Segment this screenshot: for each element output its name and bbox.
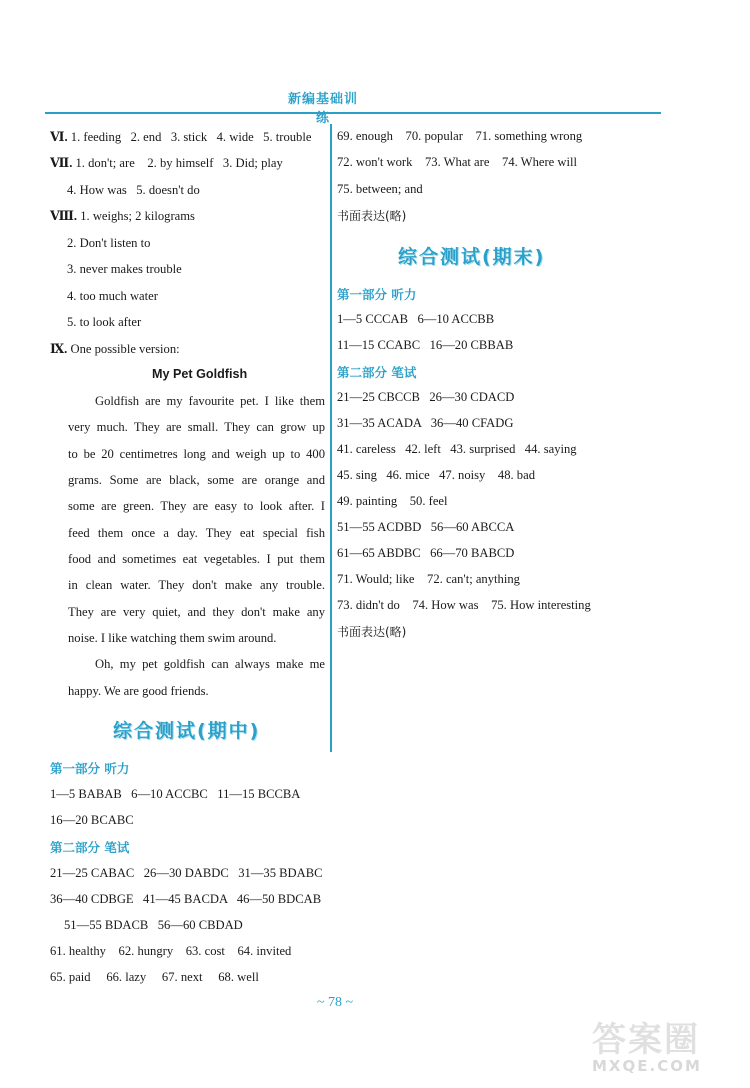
essay-line: food and sometimes eat vegetables. I put them [68,552,325,566]
answer-line: Ⅸ. One possible version: [50,342,180,356]
answer-line: 4. too much water [67,289,158,303]
answer-line: 1—5 BABAB 6—10 ACCBC 11—15 BCCBA [50,787,301,801]
answer-line: Ⅶ. 1. don't; are 2. by himself 3. Did; play [50,156,283,170]
part-heading: 第一部分 听力 [337,287,417,302]
answer-line: 72. won't work 73. What are 74. Where will [337,155,577,169]
page-header: 新编基础训练 [287,92,358,126]
answer-line: 45. sing 46. mice 47. noisy 48. bad [337,468,535,482]
answer-line: 4. How was 5. doesn't do [67,183,200,197]
answer-line: Ⅵ. 1. feeding 2. end 3. stick 4. wide 5. trouble [50,130,312,144]
essay-line: Goldfish are my favourite pet. I like them [95,394,325,408]
answer-line: 49. painting 50. feel [337,494,448,508]
answer-line: 75. between; and [337,182,423,196]
answer-line: 21—25 CBCCB 26—30 CDACD [337,390,515,404]
answer-line: 41. careless 42. left 43. surprised 44. saying [337,442,577,456]
answer-line: 2. Don't listen to [67,236,151,250]
part-heading: 第二部分 笔试 [50,840,130,855]
part-heading: 第一部分 听力 [50,761,130,776]
essay-line: Oh, my pet goldfish can always make me [95,657,325,671]
answer-line: 51—55 BDACB 56—60 CBDAD [64,918,243,932]
section-title-midterm: 综合测试(期中) [113,720,261,742]
essay-line: very much. They are small. They can grow up [68,420,325,434]
essay-line: They are very quiet, and they don't make any [68,605,325,619]
answer-line: 31—35 ACADA 36—40 CFADG [337,416,514,430]
answer-line: 3. never makes trouble [67,262,182,276]
answer-line: 71. Would; like 72. can't; anything [337,572,520,586]
essay-line: to be 20 centimetres long and weigh up to 400 [68,447,325,461]
watermark-logo: 答案圈 MXQE.COM [592,1020,702,1075]
essay-line: grams. Some are black, some are orange and [68,473,325,487]
section-title-final: 综合测试(期末) [398,246,546,268]
answer-line: 61—65 ABDBC 66—70 BABCD [337,546,515,560]
page-number: ~ 78 ~ [316,995,354,1010]
answer-line: 69. enough 70. popular 71. something wrong [337,129,583,143]
answer-line: 11—15 CCABC 16—20 CBBAB [337,338,514,352]
answer-line: 61. healthy 62. hungry 63. cost 64. invited [50,944,292,958]
essay-line: in clean water. They don't make any trouble. [68,578,325,592]
essay-line: feed them once a day. They eat special fish [68,526,325,540]
answer-line: 5. to look after [67,315,142,329]
answer-line: 36—40 CDBGE 41—45 BACDA 46—50 BDCAB [50,892,322,906]
part-heading: 第二部分 笔试 [337,365,417,380]
answer-line: 65. paid 66. lazy 67. next 68. well [50,970,259,984]
essay-line: some are green. They are easy to look after. I [68,499,325,513]
answer-line: 16—20 BCABC [50,813,134,827]
answer-line: 21—25 CABAC 26—30 DABDC 31—35 BDABC [50,866,323,880]
answer-line: 51—55 ACDBD 56—60 ABCCA [337,520,515,534]
answer-line: 73. didn't do 74. How was 75. How interesting [337,598,591,612]
answer-line: 书面表达(略) [337,625,407,639]
essay-title: My Pet Goldfish [152,367,248,381]
answer-line: Ⅷ. 1. weighs; 2 kilograms [50,209,195,223]
essay-line: happy. We are good friends. [68,684,209,698]
essay-line: noise. I like watching them swim around. [68,631,277,645]
answer-line: 1—5 CCCAB 6—10 ACCBB [337,312,495,326]
answer-line: 书面表达(略) [337,209,407,223]
